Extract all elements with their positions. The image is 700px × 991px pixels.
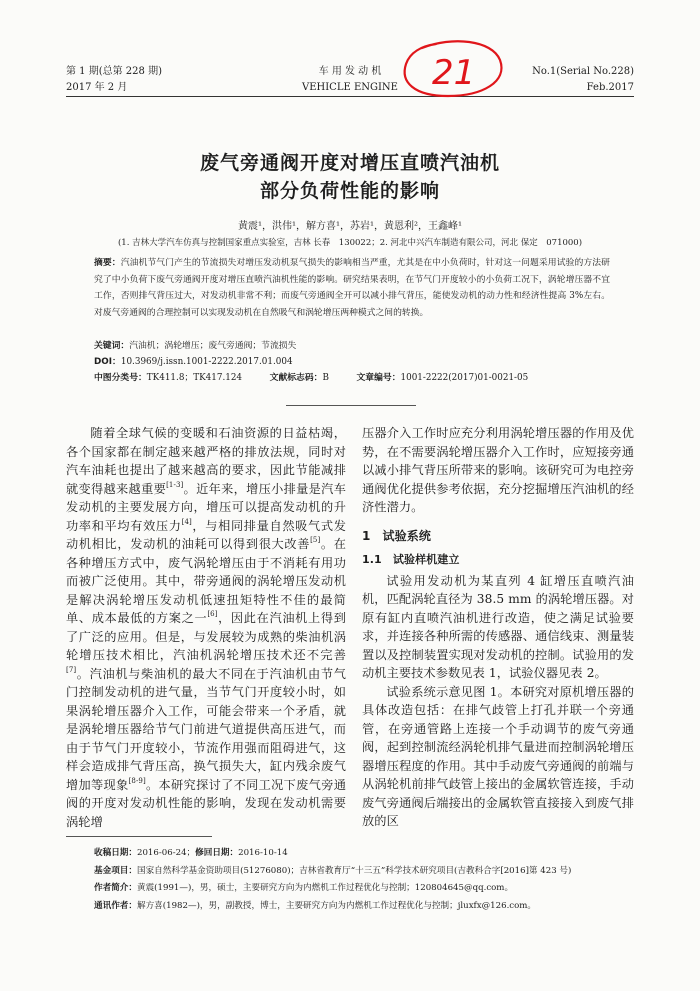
citation[interactable]: [7] (66, 665, 77, 674)
citation[interactable]: [8-9] (128, 776, 146, 785)
header-month: Feb.2017 (586, 82, 634, 93)
citation[interactable]: [5] (310, 536, 321, 544)
abstract-label: 摘要： (94, 258, 121, 268)
citation[interactable]: [4] (181, 517, 192, 526)
left-column (66, 424, 346, 831)
footnotes (94, 845, 634, 915)
keywords (94, 338, 296, 354)
title-line-1: 废气旁通阀开度对增压直喷汽油机 (199, 152, 500, 174)
doi-link[interactable]: 10.3969/j.issn.1001-2222.2017.01.004 (120, 357, 293, 367)
section-divider (286, 405, 416, 406)
prototype-paragraph: 试验用发动机为某直列 4 缸增压直喷汽油机，匹配涡轮直径为 38.5 mm 的涡轮增压器。对原有缸内直喷汽油机进行改造，使之满足试验要求，并连接各种所需的传感器、通信线束、测量装置以及控制装置实现对发动机的控制。试验用的发动机主要技术参数见表 1，试验仪器见表 2。 (362, 573, 634, 680)
abstract (94, 255, 610, 321)
footnote-rule (66, 836, 212, 837)
keywords-text: 汽油机；涡轮增压；废气旁通阀；节流损失 (129, 341, 297, 351)
clc-label: 中图分类号： (94, 373, 147, 383)
intro-paragraph-cont: 压器介入工作时应充分利用涡轮增压器的作用及优势，在不需要涡轮增压器介入工作时，应短接旁通以减小排气背压所带来的影响。该研究可为电控旁通阀优化提供参考依据，充分挖掘增压汽油机的经济性潜力。 (362, 426, 634, 514)
clc-value: TK411.8；TK417.124 (146, 373, 243, 383)
article-no-label: 文章编号： (356, 373, 401, 383)
header-journal-en: VEHICLE ENGINE (301, 82, 398, 93)
author-list: 黄震¹，洪伟¹，解方喜¹，苏岩¹，黄恩利²，王鑫峰¹ (237, 221, 463, 232)
affiliation: (1. 吉林大学汽车仿真与控制国家重点实验室，吉林 长春 130022；2. 河北中兴汽车制造有限公司，河北 保定 071000) (117, 238, 583, 248)
header-serial: No.1(Serial No.228) (532, 66, 634, 77)
header-journal-cn: 车 用 发 动 机 (318, 66, 382, 77)
section-heading-1-1: 1.1 试验样机建立 (362, 553, 460, 566)
footnote-fund: 基金项目：国家自然科学基金资助项目(51276080)；吉林省教育厅“十三五”科学技术研究项目(吉教科合字[2016]第 423 号) (94, 865, 572, 876)
citation[interactable]: [1-3] (166, 480, 184, 489)
abstract-text: 汽油机节气门产生的节流损失对增压发动机泵气损失的影响相当严重，尤其是在中小负荷时，针对这一问题采用试验的方法研究了中小负荷下废气旁通阀开度对增压直喷汽油机性能的影响。研究结果表明，在节气门开度较小的小负荷工况下，涡轮增压器不宜工作，否则排气背压过大，对发动机非常不利；而废气旁通阀全开可以减小排气背压，能使发动机的动力性和经济性提高 3%左右。对废气旁通阀的合理控制可以实现发动机在自然吸气和涡轮增压两种模式之间的转换。 (94, 258, 610, 318)
header-issue: 第 1 期(总第 228 期) (66, 66, 162, 77)
handwritten-annotation-icon (392, 34, 512, 106)
citation[interactable]: [6] (207, 610, 218, 618)
system-paragraph: 试验系统示意见图 1。本研究对原机增压器的具体改造包括：在排气歧管上打孔并联一个旁通管，在旁通管路上连接一个手动调节的废气旁通阀，起到控制流经涡轮机排气量进而控制涡轮增压器增压程度的作用。其中手动废气旁通阀的前端与从涡轮机前排气歧管上接出的金属软管连接，手动废气旁通阀后端接出的金属软管直接接入到废气排放的区 (362, 684, 634, 828)
doi-label: DOI： (94, 357, 121, 367)
footnote-contact: 通讯作者：解方喜(1982—)，男，副教授，博士，主要研究方向为内燃机工作过程优化与控制；jluxfx@126.com。 (94, 900, 537, 911)
header-rule (66, 96, 634, 97)
title-line-2: 部分负荷性能的影响 (259, 180, 440, 202)
classification (94, 370, 528, 386)
header-date: 2017 年 2 月 (66, 82, 128, 93)
section-heading-1: 1 试验系统 (362, 528, 431, 543)
footnote-dates: 收稿日期：2016-06-24；修回日期：2016-10-14 (94, 848, 288, 858)
footnote-author: 作者简介：黄震(1991—)，男，硕士，主要研究方向为内燃机工作过程优化与控制；120804645@qq.com。 (94, 883, 514, 893)
doi (94, 354, 293, 370)
intro-paragraph: 随着全球气候的变暖和石油资源的日益枯竭，各个国家都在制定越来越严格的排放法规，同时对汽车油耗也提出了越来越高的要求，因此节能减排就变得越来越重要[1-3]。近年来，增压小排量是汽车发动机的主要发展方向，增压可以提高发动机的升功率和平均有效压力[4]，与相同排量自然吸气式发动机相比，发动机的油耗可以得到很大改善[5]。在各种增压方式中，废气涡轮增压由于不消耗有用功而被广泛使用。其中，带旁通阀的涡轮增压发动机是解决涡轮增压发动机低速扭矩特性不佳的最简单、成本最低的方案之一[6]，因此在汽油机上得到了广泛的应用。但是，与发展较为成熟的柴油机涡轮增压技术相比，汽油机涡轮增压技术还不完善[7]。汽油机与柴油机的最大不同在于汽油机由节气门控制发动机的进气量，当节气门开度较小时，如果涡轮增压器介入工作，可能会带来一个矛盾，就是涡轮增压器给节气门前进气道提供高压进气，而由于节气门开度较小，节流作用强而阻碍进气，这样会造成排气背压高，换气损失大，缸内残余废气增加等现象[8-9]。本研究探讨了不同工况下废气旁通阀的开度对发动机性能的影响，发现在发动机需要涡轮增 (66, 426, 347, 829)
doc-code-value: B (322, 373, 329, 383)
right-column (362, 424, 634, 831)
handwritten-number: 21 (432, 53, 476, 93)
doc-code-label: 文献标志码： (269, 373, 323, 383)
article-no-value: 1001-2222(2017)01-0021-05 (400, 373, 529, 383)
keywords-label: 关键词： (94, 341, 130, 351)
